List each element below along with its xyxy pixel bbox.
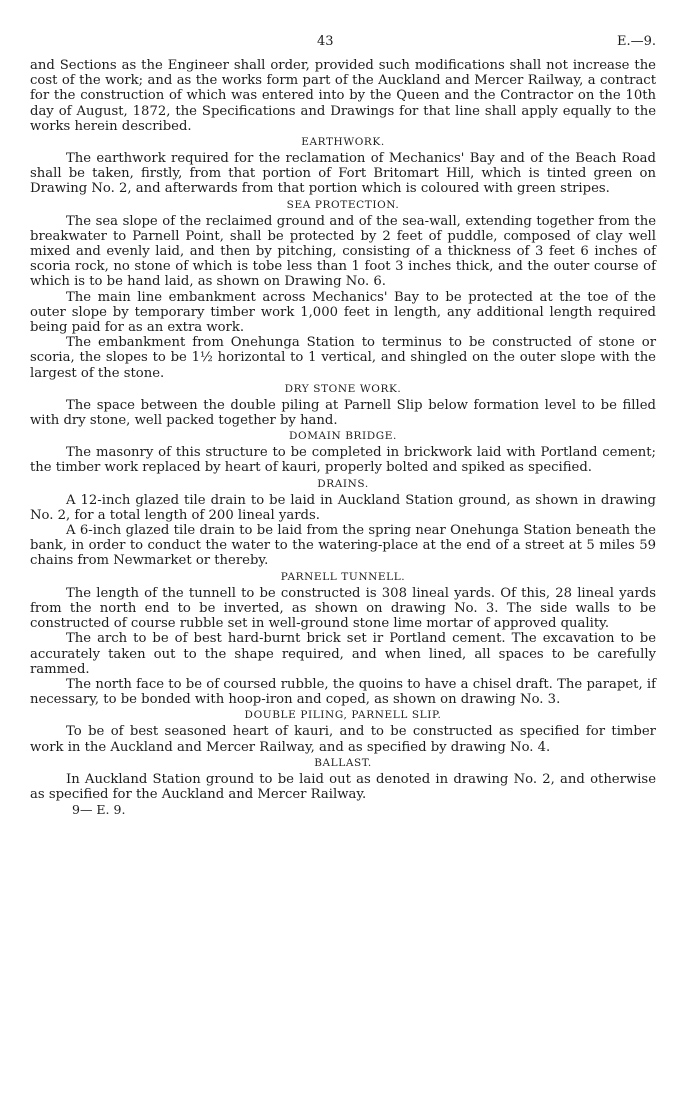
paragraph-sea-protection-2: The main line embankment across Mechanics' Bay to be protected at the toe of the outer slope by temporary timber work 1,000 feet in length, any additional length required being paid for as an extra work. xyxy=(30,289,656,336)
heading-dry-stone-work: DRY STONE WORK. xyxy=(284,382,402,395)
paragraph-dry-stone-work-1: The space between the double piling at Parnell Slip below formation level to be filled with dry stone, well packed together by hand. xyxy=(30,397,656,429)
intro-paragraph: and Sections as the Engineer shall order, provided such modifications shall not increase the cost of the work; and as the works form part of the Auckland and Mercer Railway, a contract for the construction of which was entered into by the Queen and the Contractor on the 10th day of August, 1872, the Specifications and Drawings for that line shall apply equally to the works herein described. xyxy=(30,58,656,134)
heading-double-piling: DOUBLE PILING, PARNELL SLIP. xyxy=(244,709,442,722)
heading-parnell-tunnell: PARNELL TUNNELL. xyxy=(280,570,406,583)
heading-earthwork: EARTHWORK. xyxy=(301,136,385,149)
heading-drains: DRAINS. xyxy=(317,477,369,490)
paragraph-sea-protection-1: The sea slope of the reclaimed ground and of the sea-wall, extending together from the breakwater to Parnell Point, shall be protected by 2 feet of puddle, composed of clay well mixed and evenly laid, and then by pitching, consisting of a thickness of 3 feet 6 inches of scoria rock, no stone of which is tobe less than 1 foot 3 inches thick, and the outer course of which is to be hand laid, as shown on Drawing No. 6. xyxy=(30,213,656,290)
document-body xyxy=(30,58,656,817)
paragraph-sea-protection-3: The embankment from Onehunga Station to terminus to be constructed of stone or scoria, the slopes to be 1½ horizontal to 1 vertical, and shingled on the outer slope with the largest of the stone. xyxy=(30,335,656,381)
paragraph-earthwork-1: The earthwork required for the reclamation of Mechanics' Bay and of the Beach Road shall be taken, firstly, from that portion of Fort Britomart Hill, which is tinted green on Drawing No. 2, and afterwards from that portion which is coloured with green stripes. xyxy=(30,151,656,197)
heading-ballast: BALLAST. xyxy=(314,756,372,769)
heading-domain-bridge: DOMAIN BRIDGE. xyxy=(288,430,397,443)
printer-signature: 9— E. 9. xyxy=(72,802,126,818)
paragraph-parnell-tunnell-1: The length of the tunnell to be constructed is 308 lineal yards. Of this, 28 lineal yards from the north end to be inverted, as shown on drawing No. 3. The side walls to be constructed of course rubble set in well-ground stone lime mortar of approved quality. xyxy=(30,585,656,632)
paragraph-double-piling-1: To be of best seasoned heart of kauri, and to be constructed as specified for timber work in the Auckland and Mercer Railway, and as specified by drawing No. 4. xyxy=(30,724,656,755)
page-header xyxy=(30,34,656,50)
paragraph-parnell-tunnell-2: The arch to be of best hard-burnt brick set ir Portland cement. The excavation to be accurately taken out to the shape required, and when lined, all spaces to be carefully rammed. xyxy=(30,631,656,677)
paragraph-domain-bridge-1: The masonry of this structure to be completed in brickwork laid with Portland cement; the timber work replaced by heart of kauri, properly bolted and spiked as specified. xyxy=(30,445,656,476)
paragraph-parnell-tunnell-3: The north face to be of coursed rubble, the quoins to have a chisel draft. The parapet, if necessary, to be bonded with hoop-iron and coped, as shown on drawing No. 3. xyxy=(30,676,656,708)
paragraph-drains-1: A 12-inch glazed tile drain to be laid in Auckland Station ground, as shown in drawing No. 2, for a total length of 200 lineal yards. xyxy=(30,492,656,523)
page-number: 43 xyxy=(317,34,334,49)
paragraph-drains-2: A 6-inch glazed tile drain to be laid from the spring near Onehunga Station beneath the bank, in order to conduct the water to the watering-place at the end of a street at 5 miles 59 chains from Newmarket or thereby. xyxy=(30,523,656,569)
heading-sea-protection: SEA PROTECTION. xyxy=(286,198,400,211)
document-reference: E.—9. xyxy=(616,34,656,49)
paragraph-ballast-1: In Auckland Station ground to be laid out as denoted in drawing No. 2, and otherwise as specified for the Auckland and Mercer Railway. xyxy=(30,771,656,802)
